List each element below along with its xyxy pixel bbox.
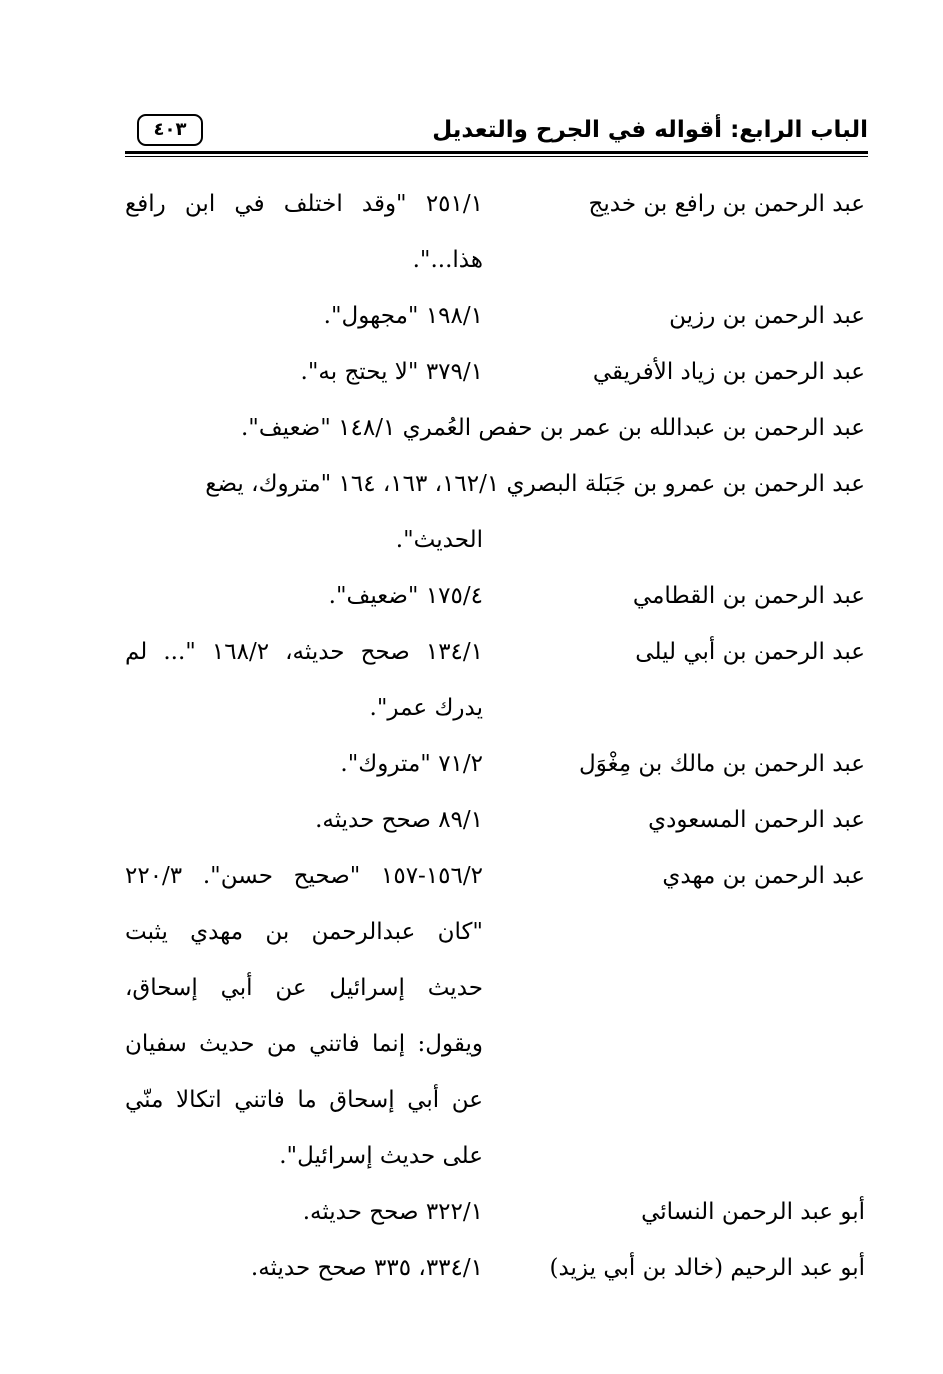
reference-text: ١٥٦/٢-١٥٧ "صحيح حسن". ٢٢٠/٣ "كان عبدالرحمن بن مهدي يثبت حديث إسرائيل عن أبي إسحاق، ويقول: إنما فاتني من حديث سفيان عن أبي إسحاق ما فاتني اتكالا منّي على حديث إسرائيل". <box>125 863 483 1169</box>
chapter-title: الباب الرابع: أقواله في الجرح والتعديل <box>432 117 868 143</box>
index-entry <box>125 288 865 344</box>
index-entry <box>125 568 865 624</box>
reference-text: ٢٥١/١ "وقد اختلف في ابن رافع هذا...". <box>125 191 483 273</box>
page-number: ٤٠٣ <box>137 114 203 146</box>
index-entry <box>125 848 865 1184</box>
reference-text: ١٧٥/٤ "ضعيف". <box>328 583 483 609</box>
full-entry-text: عبد الرحمن بن عبدالله بن عمر بن حفص العُمري ١٤٨/١ "ضعيف". <box>240 415 865 441</box>
reference-text: ٧١/٢ "متروك". <box>340 751 483 777</box>
index-entry <box>125 344 865 400</box>
running-header <box>125 112 868 152</box>
header-rule-thick <box>125 151 868 154</box>
narrator-name: عبد الرحمن بن رافع بن خديج <box>588 191 865 217</box>
index-entry <box>125 456 865 568</box>
index-entry <box>125 792 865 848</box>
index-entry <box>125 624 865 736</box>
reference-text: ١٩٨/١ "مجهول". <box>323 303 483 329</box>
reference-text: ٨٩/١ صحح حديثه. <box>315 807 483 833</box>
narrator-name: عبد الرحمن المسعودي <box>648 807 865 833</box>
index-entry <box>125 1184 865 1240</box>
reference-text: ١٣٤/١ صحح حديثه، ١٦٨/٢ "... لم يدرك عمر". <box>125 639 484 721</box>
narrator-name: عبد الرحمن بن زياد الأفريقي <box>592 359 865 385</box>
reference-continuation: الحديث". <box>395 527 483 553</box>
reference-text: ٣٣٤/١، ٣٣٥ صحح حديثه. <box>250 1255 483 1281</box>
index-entry <box>125 400 865 456</box>
index-entry <box>125 176 865 288</box>
narrator-name: عبد الرحمن بن أبي ليلى <box>635 639 865 665</box>
full-entry-text: عبد الرحمن بن عمرو بن جَبَلة البصري ١٦٢/١، ١٦٣، ١٦٤ "متروك، يضع <box>205 471 865 497</box>
reference-text: ٣٢٢/١ صحح حديثه. <box>302 1199 483 1225</box>
narrator-name: أبو عبد الرحيم (خالد بن أبي يزيد) <box>549 1255 865 1281</box>
narrator-name: عبد الرحمن بن القطامي <box>632 583 865 609</box>
reference-text: ٣٧٩/١ "لا يحتج به". <box>300 359 483 385</box>
narrator-name: أبو عبد الرحمن النسائي <box>641 1199 865 1225</box>
narrator-index <box>125 176 865 1296</box>
narrator-name: عبد الرحمن بن مالك بن مِغْوَل <box>579 751 865 777</box>
narrator-name: عبد الرحمن بن مهدي <box>662 863 865 889</box>
header-rule-thin <box>125 156 868 157</box>
index-entry <box>125 1240 865 1296</box>
index-entry <box>125 736 865 792</box>
narrator-name: عبد الرحمن بن رزين <box>669 303 865 329</box>
